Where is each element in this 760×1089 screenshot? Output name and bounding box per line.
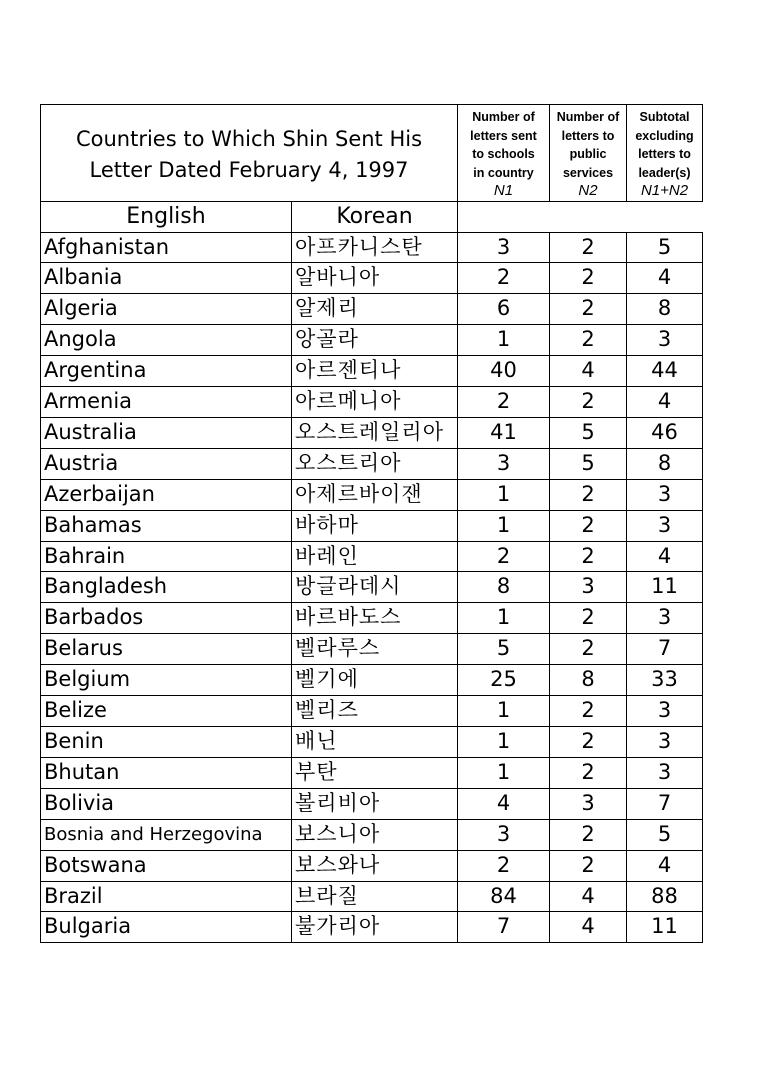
country-english-cell: Australia <box>41 417 292 448</box>
n2-header-line: Number of <box>556 110 620 124</box>
subtotal-value-cell: 4 <box>627 850 703 881</box>
n2-value-cell: 2 <box>550 263 627 294</box>
n1-header-line: to schools <box>472 147 535 161</box>
table-row <box>41 232 703 263</box>
n2-value-cell: 4 <box>550 881 627 912</box>
korean-column-header: Korean <box>292 201 458 232</box>
subtotal-header-line: letters to <box>638 147 691 161</box>
country-korean-cell: 앙골라 <box>292 325 458 356</box>
n2-value-cell: 2 <box>550 479 627 510</box>
table-row <box>41 479 703 510</box>
country-korean-cell: 아르젠티나 <box>292 356 458 387</box>
n1-value-cell: 1 <box>458 757 550 788</box>
subtotal-value-cell: 3 <box>627 603 703 634</box>
subtotal-value-cell: 88 <box>627 881 703 912</box>
country-korean-cell: 배닌 <box>292 727 458 758</box>
subtotal-value-cell: 44 <box>627 356 703 387</box>
subtotal-value-cell: 8 <box>627 448 703 479</box>
country-korean-cell: 불가리아 <box>292 912 458 943</box>
country-korean-cell: 아제르바이잰 <box>292 479 458 510</box>
table-row <box>41 294 703 325</box>
n1-header-line: Number of <box>472 110 535 124</box>
subtotal-value-cell: 7 <box>627 634 703 665</box>
n2-value-cell: 5 <box>550 417 627 448</box>
country-korean-cell: 알바니아 <box>292 263 458 294</box>
country-english-cell: Bolivia <box>41 788 292 819</box>
country-english-cell: Brazil <box>41 881 292 912</box>
n2-value-cell: 2 <box>550 325 627 356</box>
table-row <box>41 696 703 727</box>
n2-value-cell: 2 <box>550 603 627 634</box>
n1-value-cell: 41 <box>458 417 550 448</box>
subtotal-value-cell: 11 <box>627 572 703 603</box>
table-row <box>41 665 703 696</box>
subtotal-column-header <box>627 105 703 202</box>
table-row <box>41 819 703 850</box>
n2-value-cell: 2 <box>550 727 627 758</box>
n1-value-cell: 2 <box>458 541 550 572</box>
country-english-cell: Armenia <box>41 387 292 418</box>
subtotal-value-cell: 3 <box>627 510 703 541</box>
country-korean-cell: 보스니아 <box>292 819 458 850</box>
country-korean-cell: 오스트레일리아 <box>292 417 458 448</box>
n1-value-cell: 1 <box>458 603 550 634</box>
n2-value-cell: 2 <box>550 819 627 850</box>
table-row <box>41 881 703 912</box>
subtotal-value-cell: 33 <box>627 665 703 696</box>
n2-value-cell: 2 <box>550 757 627 788</box>
country-korean-cell: 방글라데시 <box>292 572 458 603</box>
english-column-header: English <box>41 201 292 232</box>
country-english-cell: Bhutan <box>41 757 292 788</box>
subtotal-value-cell: 8 <box>627 294 703 325</box>
subtotal-header-line: leader(s) <box>638 165 691 180</box>
subtotal-header-line: Subtotal <box>639 110 690 124</box>
country-korean-cell: 벨라루스 <box>292 634 458 665</box>
table-row <box>41 912 703 943</box>
n1-header-line: in country <box>473 165 534 180</box>
country-korean-cell: 아프카니스탄 <box>292 232 458 263</box>
country-korean-cell: 바르바도스 <box>292 603 458 634</box>
table-title-line2: Letter Dated February 4, 1997 <box>89 157 409 182</box>
n2-value-cell: 4 <box>550 912 627 943</box>
subtotal-value-cell: 3 <box>627 757 703 788</box>
subtotal-symbol: N1+N2 <box>640 182 689 199</box>
n2-value-cell: 2 <box>550 510 627 541</box>
n2-value-cell: 8 <box>550 665 627 696</box>
language-header-row <box>41 201 703 232</box>
subtotal-value-cell: 4 <box>627 541 703 572</box>
n1-value-cell: 40 <box>458 356 550 387</box>
subtotal-value-cell: 3 <box>627 325 703 356</box>
table-row <box>41 634 703 665</box>
n2-value-cell: 2 <box>550 294 627 325</box>
n1-value-cell: 1 <box>458 325 550 356</box>
country-english-cell: Benin <box>41 727 292 758</box>
n2-value-cell: 2 <box>550 387 627 418</box>
table-title-line1: Countries to Which Shin Sent His <box>75 126 423 151</box>
table-row <box>41 417 703 448</box>
countries-table <box>40 104 703 943</box>
subtotal-value-cell: 11 <box>627 912 703 943</box>
subtotal-value-cell: 7 <box>627 788 703 819</box>
n2-value-cell: 2 <box>550 541 627 572</box>
country-english-cell: Angola <box>41 325 292 356</box>
n1-value-cell: 25 <box>458 665 550 696</box>
country-english-cell: Austria <box>41 448 292 479</box>
subtotal-header-line: excluding <box>635 128 694 143</box>
country-korean-cell: 부탄 <box>292 757 458 788</box>
subtotal-value-cell: 4 <box>627 263 703 294</box>
subtotal-value-cell: 46 <box>627 417 703 448</box>
table-row <box>41 788 703 819</box>
n1-value-cell: 3 <box>458 232 550 263</box>
subtotal-value-cell: 4 <box>627 387 703 418</box>
n2-value-cell: 3 <box>550 788 627 819</box>
n2-header-line: letters to <box>561 128 615 143</box>
n1-value-cell: 1 <box>458 510 550 541</box>
n1-value-cell: 2 <box>458 263 550 294</box>
country-english-cell: Belarus <box>41 634 292 665</box>
n2-value-cell: 5 <box>550 448 627 479</box>
country-english-cell: Botswana <box>41 850 292 881</box>
n1-value-cell: 7 <box>458 912 550 943</box>
n2-value-cell: 4 <box>550 356 627 387</box>
table-row <box>41 263 703 294</box>
country-english-cell: Algeria <box>41 294 292 325</box>
table-row <box>41 850 703 881</box>
n2-column-header <box>550 105 627 202</box>
country-english-cell: Azerbaijan <box>41 479 292 510</box>
country-english-cell: Bahrain <box>41 541 292 572</box>
table-row <box>41 572 703 603</box>
subtotal-value-cell: 3 <box>627 479 703 510</box>
n2-value-cell: 2 <box>550 696 627 727</box>
subtotal-value-cell: 3 <box>627 727 703 758</box>
country-korean-cell: 보스와나 <box>292 850 458 881</box>
country-korean-cell: 바하마 <box>292 510 458 541</box>
n2-header-line: public <box>569 147 607 161</box>
country-english-cell: Bosnia and Herzegovina <box>41 819 292 850</box>
table-row <box>41 757 703 788</box>
country-korean-cell: 아르메니아 <box>292 387 458 418</box>
n2-value-cell: 2 <box>550 232 627 263</box>
country-english-cell: Afghanistan <box>41 232 292 263</box>
country-english-cell: Bangladesh <box>41 572 292 603</box>
country-korean-cell: 알제리 <box>292 294 458 325</box>
country-english-cell: Barbados <box>41 603 292 634</box>
table-row <box>41 448 703 479</box>
n2-symbol: N2 <box>578 182 598 199</box>
table-row <box>41 541 703 572</box>
subtotal-value-cell: 3 <box>627 696 703 727</box>
subtotal-value-cell: 5 <box>627 819 703 850</box>
country-korean-cell: 벨기에 <box>292 665 458 696</box>
n1-value-cell: 5 <box>458 634 550 665</box>
country-english-cell: Bahamas <box>41 510 292 541</box>
n1-value-cell: 8 <box>458 572 550 603</box>
country-korean-cell: 벨리즈 <box>292 696 458 727</box>
n1-value-cell: 3 <box>458 448 550 479</box>
country-english-cell: Bulgaria <box>41 912 292 943</box>
table-title <box>41 105 458 202</box>
table-row <box>41 603 703 634</box>
n1-header-line: letters sent <box>470 128 537 143</box>
n1-value-cell: 4 <box>458 788 550 819</box>
n2-value-cell: 2 <box>550 634 627 665</box>
n1-value-cell: 3 <box>458 819 550 850</box>
n1-value-cell: 2 <box>458 387 550 418</box>
country-english-cell: Albania <box>41 263 292 294</box>
country-korean-cell: 오스트리아 <box>292 448 458 479</box>
n1-value-cell: 1 <box>458 696 550 727</box>
n1-value-cell: 6 <box>458 294 550 325</box>
n1-value-cell: 2 <box>458 850 550 881</box>
n1-column-header <box>458 105 550 202</box>
country-english-cell: Argentina <box>41 356 292 387</box>
n1-value-cell: 1 <box>458 727 550 758</box>
n1-value-cell: 1 <box>458 479 550 510</box>
table-row <box>41 356 703 387</box>
n2-header-line: services <box>562 165 614 180</box>
country-korean-cell: 볼리비아 <box>292 788 458 819</box>
subtotal-value-cell: 5 <box>627 232 703 263</box>
n1-value-cell: 84 <box>458 881 550 912</box>
n2-value-cell: 3 <box>550 572 627 603</box>
table-row <box>41 727 703 758</box>
table-body <box>41 232 703 943</box>
country-korean-cell: 브라질 <box>292 881 458 912</box>
country-korean-cell: 바레인 <box>292 541 458 572</box>
n1-symbol: N1 <box>493 182 514 199</box>
table-row <box>41 510 703 541</box>
n2-value-cell: 2 <box>550 850 627 881</box>
country-english-cell: Belize <box>41 696 292 727</box>
table-row <box>41 325 703 356</box>
country-english-cell: Belgium <box>41 665 292 696</box>
table-row <box>41 387 703 418</box>
